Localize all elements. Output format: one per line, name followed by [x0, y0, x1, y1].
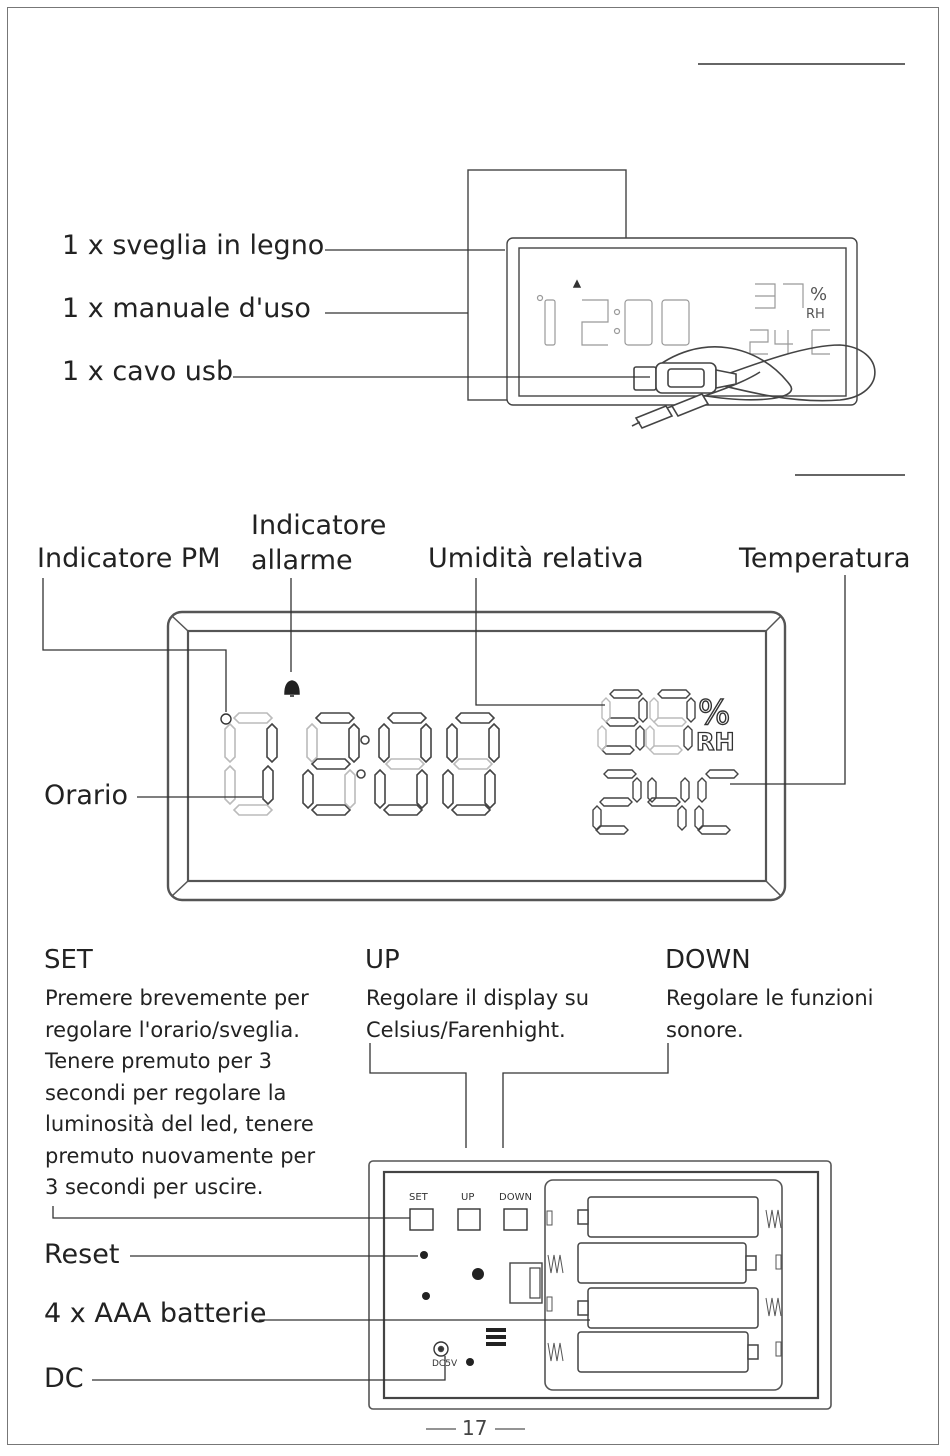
alarm-indicator-label-line2: allarme: [251, 545, 353, 576]
set-heading: SET: [44, 945, 93, 975]
down-heading: DOWN: [665, 945, 751, 975]
down-description: Regolare le funzioni sonore.: [666, 986, 874, 1042]
humidity-label: Umidità relativa: [428, 543, 644, 574]
back-set-label: SET: [409, 1192, 428, 1203]
temperature-label: Temperatura: [739, 543, 911, 574]
up-description: Regolare il display su Celsius/Farenhight.: [366, 986, 590, 1042]
svg-text:RH: RH: [806, 307, 825, 322]
percent-symbol: %: [698, 693, 731, 733]
display-time-value: [0, 0, 1, 1]
contents-item-manual: 1 x manuale d'uso: [62, 293, 311, 324]
up-heading: UP: [365, 945, 400, 975]
package-contents-illustration: [233, 170, 875, 428]
alarm-bell-icon: [285, 681, 299, 696]
contents-item-clock: 1 x sveglia in legno: [62, 230, 325, 261]
reset-label: Reset: [44, 1239, 120, 1270]
contents-item-usb-cable: 1 x cavo usb: [62, 356, 234, 387]
dc-label: DC: [44, 1363, 84, 1394]
reset-hole: [420, 1251, 428, 1259]
back-up-label: UP: [461, 1192, 475, 1203]
rh-symbol: RH: [696, 728, 735, 756]
back-down-label: DOWN: [499, 1192, 532, 1203]
set-description: Premere brevemente per regolare l'orario/sveglia. Tenere premuto per 3 secondi per regolare la luminosità del led, tenere premuto nuovamente per 3 secondi per uscire.: [45, 986, 316, 1199]
time-label: Orario: [44, 780, 129, 811]
svg-text:%: %: [810, 284, 828, 305]
display-diagram: [43, 575, 845, 900]
batteries-label: 4 x AAA batterie: [44, 1298, 267, 1329]
alarm-indicator-label-line1: Indicatore: [251, 510, 387, 541]
pm-indicator-label: Indicatore PM: [37, 543, 221, 574]
page-number: 17: [462, 1416, 488, 1440]
dc5v-label: DC5V: [432, 1359, 458, 1369]
